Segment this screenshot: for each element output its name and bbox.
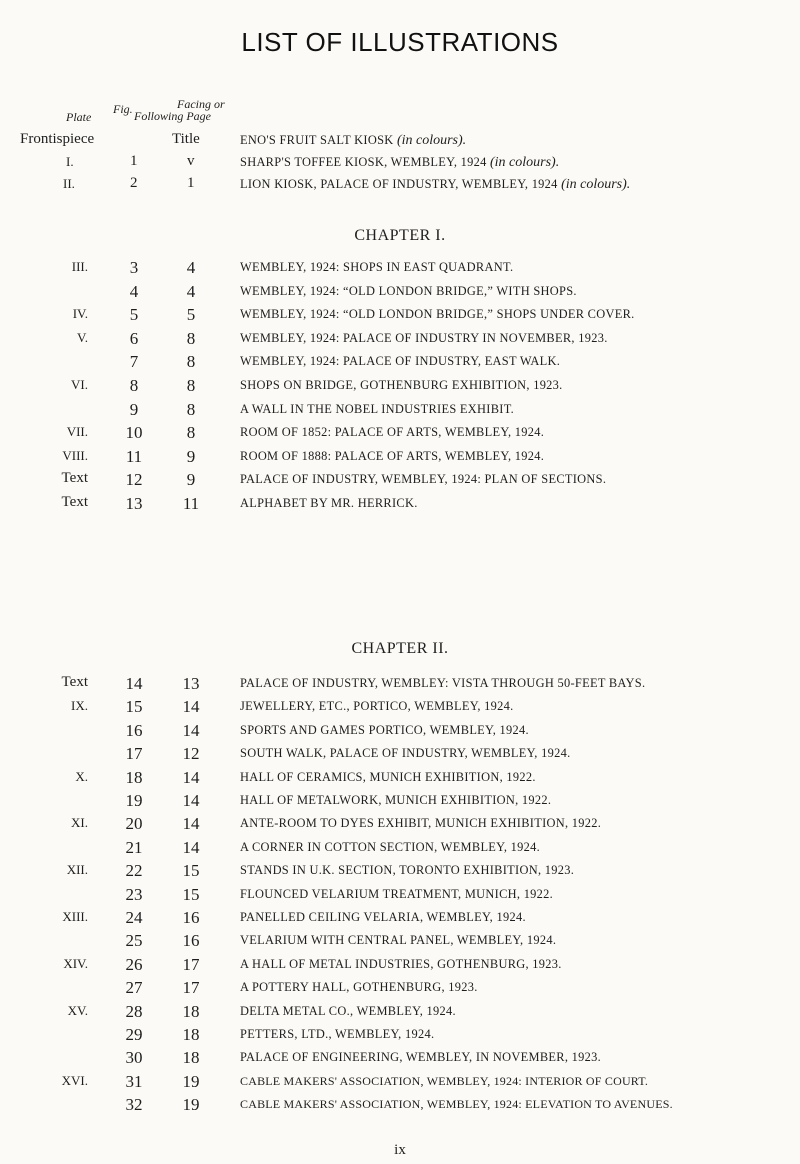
title-cell: CABLE MAKERS' ASSOCIATION, WEMBLEY, 1924: INTERIOR OF COURT. [240, 1073, 649, 1088]
title-cell: JEWELLERY, ETC., PORTICO, WEMBLEY, 1924. [240, 699, 514, 714]
list-item [0, 978, 800, 1000]
plate-cell: III. [71, 259, 88, 274]
page-cell: 14 [182, 791, 200, 810]
page-cell: 13 [182, 674, 200, 693]
plate-cell: Text [61, 494, 88, 510]
page-cell: 12 [182, 744, 200, 764]
title-cell: A CORNER IN COTTON SECTION, WEMBLEY, 1924. [240, 839, 541, 854]
header-fig: Fig. [113, 102, 133, 116]
title-cell: PALACE OF INDUSTRY, WEMBLEY: VISTA THROUGH 50-FEET BAYS. [240, 676, 646, 690]
chapter-heading: CHAPTER II. [351, 640, 449, 657]
title-cell: PALACE OF INDUSTRY, WEMBLEY, 1924: PLAN OF SECTIONS. [240, 472, 607, 487]
list-item [0, 175, 800, 197]
list-item [0, 352, 800, 374]
list-item [0, 1048, 800, 1070]
list-item [0, 768, 800, 790]
page-cell: 8 [186, 352, 196, 372]
list-item [0, 1002, 800, 1024]
list-item [0, 791, 800, 813]
page-cell: 8 [186, 328, 196, 348]
list-item [0, 885, 800, 907]
list-item [0, 1072, 800, 1094]
title-cell: FLOUNCED VELARIUM TREATMENT, MUNICH, 1922. [240, 886, 554, 901]
title-cell: ENO'S FRUIT SALT KIOSK (in colours). [240, 133, 467, 148]
list-item [0, 494, 800, 516]
plate-cell: VIII. [62, 447, 88, 463]
page-cell: 15 [182, 884, 200, 904]
list-item [0, 423, 800, 445]
page-cell: 18 [182, 1025, 200, 1044]
title-cell: SHOPS ON BRIDGE, GOTHENBURG EXHIBITION, 1923. [240, 378, 563, 392]
fig-cell: 25 [125, 931, 143, 951]
title-cell: SOUTH WALK, PALACE OF INDUSTRY, WEMBLEY, 1924. [240, 746, 571, 761]
title-cell: LION KIOSK, PALACE OF INDUSTRY, WEMBLEY, 1924 (in colours). [240, 177, 631, 192]
plate-cell: Text [61, 470, 88, 487]
page-cell: 11 [182, 494, 200, 513]
page-cell: 18 [182, 1048, 200, 1068]
list-item [0, 861, 800, 883]
page-cell: 14 [182, 697, 200, 717]
title-cell: PANELLED CEILING VELARIA, WEMBLEY, 1924. [240, 910, 526, 924]
title-cell: PETTERS, LTD., WEMBLEY, 1924. [240, 1027, 435, 1041]
list-item [0, 908, 800, 930]
page-cell: 17 [182, 954, 200, 974]
title-cell: CABLE MAKERS' ASSOCIATION, WEMBLEY, 1924: ELEVATION TO AVENUES. [240, 1097, 673, 1112]
plate-cell: V. [77, 329, 88, 345]
list-item [0, 282, 800, 304]
page-cell: 5 [186, 305, 196, 325]
page-cell: 16 [182, 908, 200, 927]
page-cell: 17 [182, 978, 200, 998]
list-item [0, 153, 800, 175]
page-cell: 16 [182, 931, 200, 951]
page-cell: 8 [186, 423, 196, 443]
title-cell: STANDS IN U.K. SECTION, TORONTO EXHIBITION, 1923. [240, 863, 575, 878]
list-item [0, 305, 800, 327]
title-cell: WEMBLEY, 1924: “OLD LONDON BRIDGE,” WITH SHOPS. [240, 283, 577, 298]
list-item [0, 955, 800, 977]
fig-cell: 16 [125, 720, 143, 740]
fig-cell: 31 [125, 1071, 143, 1091]
title-cell: PALACE OF ENGINEERING, WEMBLEY, IN NOVEMBER, 1923. [240, 1050, 602, 1065]
fig-cell: 28 [125, 1001, 143, 1021]
fig-cell: 6 [129, 328, 139, 348]
page-cell: 18 [182, 1001, 200, 1021]
page-cell: 8 [186, 399, 196, 419]
list-item [0, 931, 800, 953]
plate-cell: XVI. [61, 1072, 88, 1088]
fig-cell: 1 [130, 153, 138, 169]
fig-cell: 17 [125, 744, 143, 764]
page-cell: 9 [186, 446, 196, 466]
fig-cell: 2 [130, 175, 138, 191]
title-cell: ROOM OF 1888: PALACE OF ARTS, WEMBLEY, 1924. [240, 448, 545, 463]
fig-cell: 7 [129, 352, 139, 372]
list-item [0, 697, 800, 719]
plate-cell: XI. [71, 815, 88, 831]
page-cell: 14 [182, 837, 200, 857]
fig-cell: 20 [125, 814, 143, 834]
page-cell: Title [172, 131, 200, 147]
list-item [0, 744, 800, 766]
list-item [0, 400, 800, 422]
title-cell: WEMBLEY, 1924: PALACE OF INDUSTRY IN NOVEMBER, 1923. [240, 330, 608, 345]
fig-cell: 5 [129, 305, 139, 325]
fig-cell: 4 [129, 281, 139, 301]
fig-cell: 3 [129, 258, 139, 277]
title-cell: VELARIUM WITH CENTRAL PANEL, WEMBLEY, 1924. [240, 933, 557, 948]
header-plate: Plate [66, 110, 92, 124]
list-item [0, 329, 800, 351]
fig-cell: 27 [125, 978, 143, 998]
title-cell: A WALL IN THE NOBEL INDUSTRIES EXHIBIT. [240, 401, 515, 416]
fig-cell: 24 [125, 908, 143, 927]
page-cell: 4 [186, 281, 196, 301]
title-cell: WEMBLEY, 1924: SHOPS IN EAST QUADRANT. [240, 260, 514, 274]
title-cell: WEMBLEY, 1924: “OLD LONDON BRIDGE,” SHOPS UNDER COVER. [240, 307, 635, 322]
page-cell: 14 [182, 814, 200, 834]
fig-cell: 10 [125, 423, 143, 443]
plate-cell: I. [66, 154, 74, 169]
title-cell: ROOM OF 1852: PALACE OF ARTS, WEMBLEY, 1924. [240, 425, 545, 440]
page-number: ix [394, 1142, 406, 1158]
fig-cell: 8 [129, 376, 139, 395]
fig-cell: 23 [125, 884, 143, 904]
header-facing-line2: Following Page [134, 109, 211, 123]
page-cell: 1 [187, 175, 195, 191]
fig-cell: 13 [125, 494, 143, 513]
fig-cell: 26 [125, 954, 143, 974]
list-item [0, 376, 800, 398]
plate-cell: Frontispiece [20, 131, 95, 147]
page-cell: v [187, 153, 195, 169]
page-cell: 14 [182, 767, 200, 787]
fig-cell: 19 [125, 791, 143, 810]
list-item [0, 258, 800, 280]
title-cell: A HALL OF METAL INDUSTRIES, GOTHENBURG, 1923. [240, 956, 562, 971]
title-cell: HALL OF METALWORK, MUNICH EXHIBITION, 1922. [240, 793, 552, 807]
page-title: LIST OF ILLUSTRATIONS [241, 27, 559, 57]
plate-cell: Text [61, 674, 88, 690]
list-item [0, 721, 800, 743]
page-cell: 9 [186, 470, 196, 490]
page-cell: 4 [186, 258, 196, 277]
title-cell: A POTTERY HALL, GOTHENBURG, 1923. [240, 980, 478, 995]
fig-cell: 21 [125, 837, 143, 857]
list-item [0, 838, 800, 860]
title-cell: WEMBLEY, 1924: PALACE OF INDUSTRY, EAST WALK. [240, 354, 561, 369]
list-item [0, 674, 800, 696]
list-item [0, 1025, 800, 1047]
plate-cell: VII. [66, 424, 88, 440]
list-item [0, 1095, 800, 1117]
list-item [0, 814, 800, 836]
list-item [0, 470, 800, 492]
title-cell: HALL OF CERAMICS, MUNICH EXHIBITION, 1922. [240, 769, 536, 784]
plate-cell: XIV. [63, 955, 88, 971]
plate-cell: X. [75, 768, 88, 784]
fig-cell: 9 [129, 399, 139, 419]
plate-cell: IX. [71, 698, 88, 714]
fig-cell: 22 [125, 861, 143, 881]
title-cell: ALPHABET BY MR. HERRICK. [240, 496, 418, 510]
fig-cell: 11 [125, 446, 143, 466]
page-cell: 19 [182, 1095, 200, 1115]
plate-cell: II. [63, 176, 75, 191]
page-cell: 8 [186, 376, 196, 395]
page-cell: 14 [182, 720, 200, 740]
title-cell: SPORTS AND GAMES PORTICO, WEMBLEY, 1924. [240, 722, 529, 737]
fig-cell: 15 [125, 697, 143, 717]
fig-cell: 30 [125, 1048, 143, 1068]
fig-cell: 29 [125, 1025, 143, 1044]
title-cell: ANTE-ROOM TO DYES EXHIBIT, MUNICH EXHIBITION, 1922. [240, 816, 602, 831]
fig-cell: 14 [125, 674, 143, 693]
fig-cell: 18 [125, 767, 143, 787]
column-header [0, 96, 800, 126]
fig-cell: 32 [125, 1095, 143, 1115]
plate-cell: IV. [72, 306, 88, 322]
page-cell: 19 [182, 1071, 200, 1091]
plate-cell: XV. [67, 1002, 88, 1018]
chapter-heading: CHAPTER I. [354, 227, 446, 244]
title-cell: SHARP'S TOFFEE KIOSK, WEMBLEY, 1924 (in colours). [240, 155, 560, 170]
plate-cell: VI. [71, 377, 88, 392]
page-cell: 15 [182, 861, 200, 881]
fig-cell: 12 [125, 470, 143, 490]
plate-cell: XIII. [62, 909, 88, 924]
plate-cell: XII. [66, 862, 88, 878]
header-facing-line1: Facing or [177, 97, 225, 111]
title-cell: DELTA METAL CO., WEMBLEY, 1924. [240, 1003, 456, 1018]
list-item [0, 447, 800, 469]
list-item [0, 131, 800, 153]
